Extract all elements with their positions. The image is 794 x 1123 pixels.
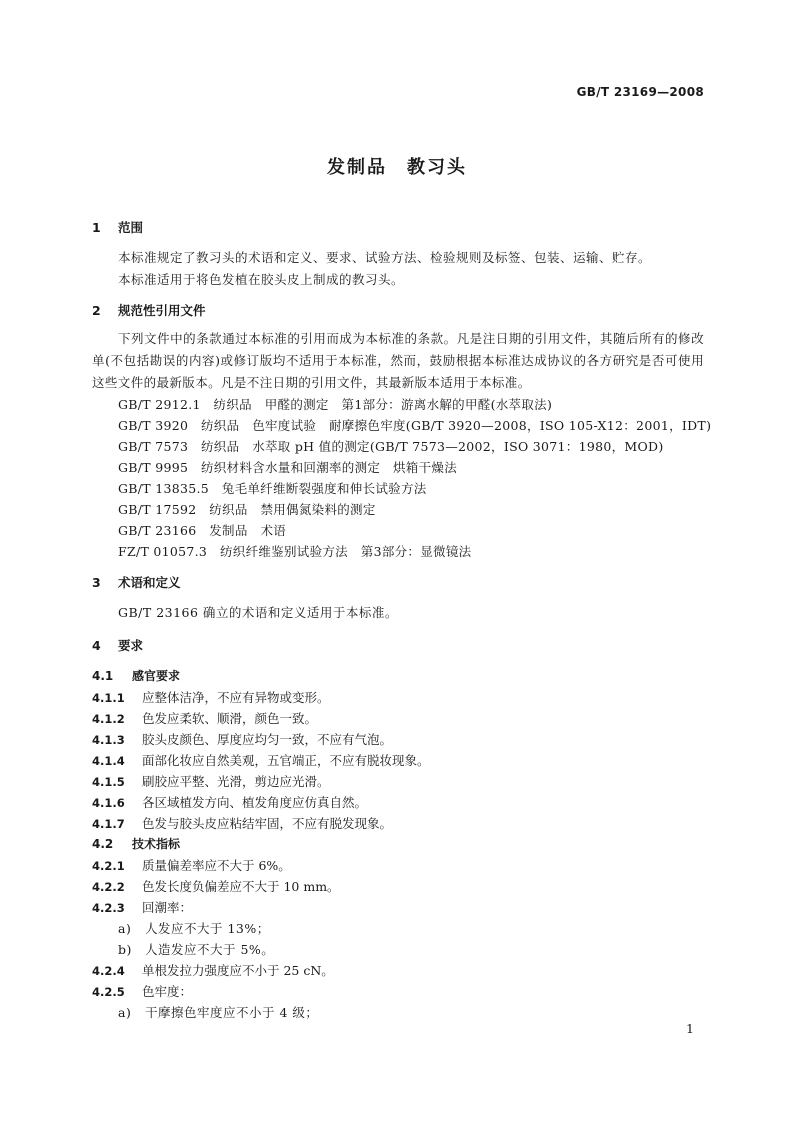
clause-number: 4.2.5	[92, 985, 125, 999]
clause-text: 质量偏差率应不大于 6%。	[142, 858, 291, 873]
reference-item: GB/T 3920 纺织品 色牢度试验 耐摩擦色牢度(GB/T 3920—2008，ISO 105-X12：2001，IDT)	[118, 418, 712, 433]
reference-item: GB/T 7573 纺织品 水萃取 pH 值的测定(GB/T 7573—2002，ISO 3071：1980，MOD)	[118, 439, 664, 454]
clause-number: 4.1.4	[92, 754, 125, 768]
section-number: 3	[92, 575, 101, 590]
clause-number: 4.1.2	[92, 712, 125, 726]
list-text: 人发应不大于 13%；	[145, 921, 270, 936]
clause-number: 4.1.7	[92, 817, 125, 831]
clause-item	[92, 814, 392, 832]
clause-text: 单根发拉力强度应不小于 25 cN。	[142, 963, 334, 978]
clause-text: 色发应柔软、顺滑，颜色一致。	[142, 711, 318, 726]
standard-code: GB/T 23169—2008	[576, 85, 704, 99]
clause-item	[92, 856, 291, 874]
subsection-heading	[92, 667, 180, 684]
clause-text: 色牢度：	[142, 984, 193, 999]
paragraph: 本标准规定了教习头的术语和定义、要求、试验方法、检验规则及标签、包装、运输、贮存。	[118, 250, 652, 265]
clause-item	[92, 709, 317, 727]
section-3-heading	[92, 573, 181, 591]
reference-item: GB/T 2912.1 纺织品 甲醛的测定 第1部分：游离水解的甲醛(水萃取法)	[118, 397, 553, 412]
clause-number: 4.1.5	[92, 775, 125, 789]
subsection-number: 4.1	[92, 669, 114, 683]
document-title: 发制品 教习头	[327, 157, 467, 178]
list-item	[118, 919, 270, 937]
section-number: 2	[92, 303, 101, 318]
clause-item	[92, 730, 392, 748]
section-number: 4	[92, 638, 101, 653]
clause-item	[92, 961, 334, 979]
intro-paragraph: 下列文件中的条款通过本标准的引用而成为本标准的条款。凡是注日期的引用文件，其随后所有的修改单(不包括勘误的内容)或修订版均不适用于本标准，然而，鼓励根据本标准达成协议的各方研究是否可使用这些文件的最新版本。凡是不注日期的引用文件，其最新版本适用于本标准。	[92, 331, 704, 390]
subsection-title: 技术指标	[132, 837, 181, 851]
section-title: 范围	[118, 220, 144, 235]
section-title: 要求	[118, 638, 144, 653]
subsection-heading	[92, 835, 180, 852]
section-2-heading	[92, 301, 206, 319]
clause-text: 应整体洁净，不应有异物或变形。	[142, 690, 330, 705]
clause-number: 4.2.2	[92, 880, 125, 894]
list-text: 人造发应不大于 5%。	[145, 942, 275, 957]
reference-item: GB/T 13835.5 兔毛单纤维断裂强度和伸长试验方法	[118, 481, 427, 496]
list-item	[118, 940, 274, 958]
clause-number: 4.2.4	[92, 964, 125, 978]
clause-text: 色发长度负偏差应不大于 10 mm。	[142, 879, 340, 894]
clause-text: 胶头皮颜色、厚度应均匀一致，不应有气泡。	[142, 732, 393, 747]
clause-number: 4.1.6	[92, 796, 125, 810]
paragraph: 本标准适用于将色发植在胶头皮上制成的教习头。	[118, 272, 405, 287]
clause-text: 刷胶应平整、光滑，剪边应光滑。	[142, 774, 330, 789]
list-item	[118, 1003, 318, 1021]
reference-item: GB/T 17592 纺织品 禁用偶氮染料的测定	[118, 502, 376, 517]
subsection-number: 4.2	[92, 837, 114, 851]
clause-text: 面部化妆应自然美观，五官端正，不应有脱妆现象。	[142, 753, 430, 768]
clause-text: 回潮率：	[142, 900, 193, 915]
reference-item: FZ/T 01057.3 纺织纤维鉴别试验方法 第3部分：显微镜法	[118, 544, 472, 559]
clause-number: 4.1.1	[92, 691, 125, 705]
section-number: 1	[92, 220, 101, 235]
clause-text: 各区域植发方向、植发角度应仿真自然。	[142, 795, 368, 810]
subsection-title: 感官要求	[132, 669, 181, 683]
clause-item	[92, 688, 330, 706]
section-title: 规范性引用文件	[118, 303, 206, 318]
reference-item: GB/T 23166 发制品 术语	[118, 523, 287, 538]
clause-item	[92, 898, 192, 916]
list-label: a)	[118, 1005, 132, 1020]
section-title: 术语和定义	[118, 575, 181, 590]
section-4-heading	[92, 636, 143, 654]
list-label: b)	[118, 942, 132, 957]
clause-item	[92, 793, 367, 811]
section-1-heading	[92, 218, 143, 236]
reference-item: GB/T 9995 纺织材料含水量和回潮率的测定 烘箱干燥法	[118, 460, 458, 475]
clause-item	[92, 751, 430, 769]
clause-item	[92, 982, 192, 1000]
clause-number: 4.2.3	[92, 901, 125, 915]
list-label: a)	[118, 921, 132, 936]
page-number: 1	[686, 1021, 694, 1036]
paragraph: GB/T 23166 确立的术语和定义适用于本标准。	[118, 605, 398, 620]
clause-number: 4.1.3	[92, 733, 125, 747]
clause-item	[92, 772, 330, 790]
clause-item	[92, 877, 340, 895]
list-text: 干摩擦色牢度应不小于 4 级；	[145, 1005, 319, 1020]
clause-text: 色发与胶头皮应粘结牢固，不应有脱发现象。	[142, 816, 393, 831]
clause-number: 4.2.1	[92, 859, 125, 873]
